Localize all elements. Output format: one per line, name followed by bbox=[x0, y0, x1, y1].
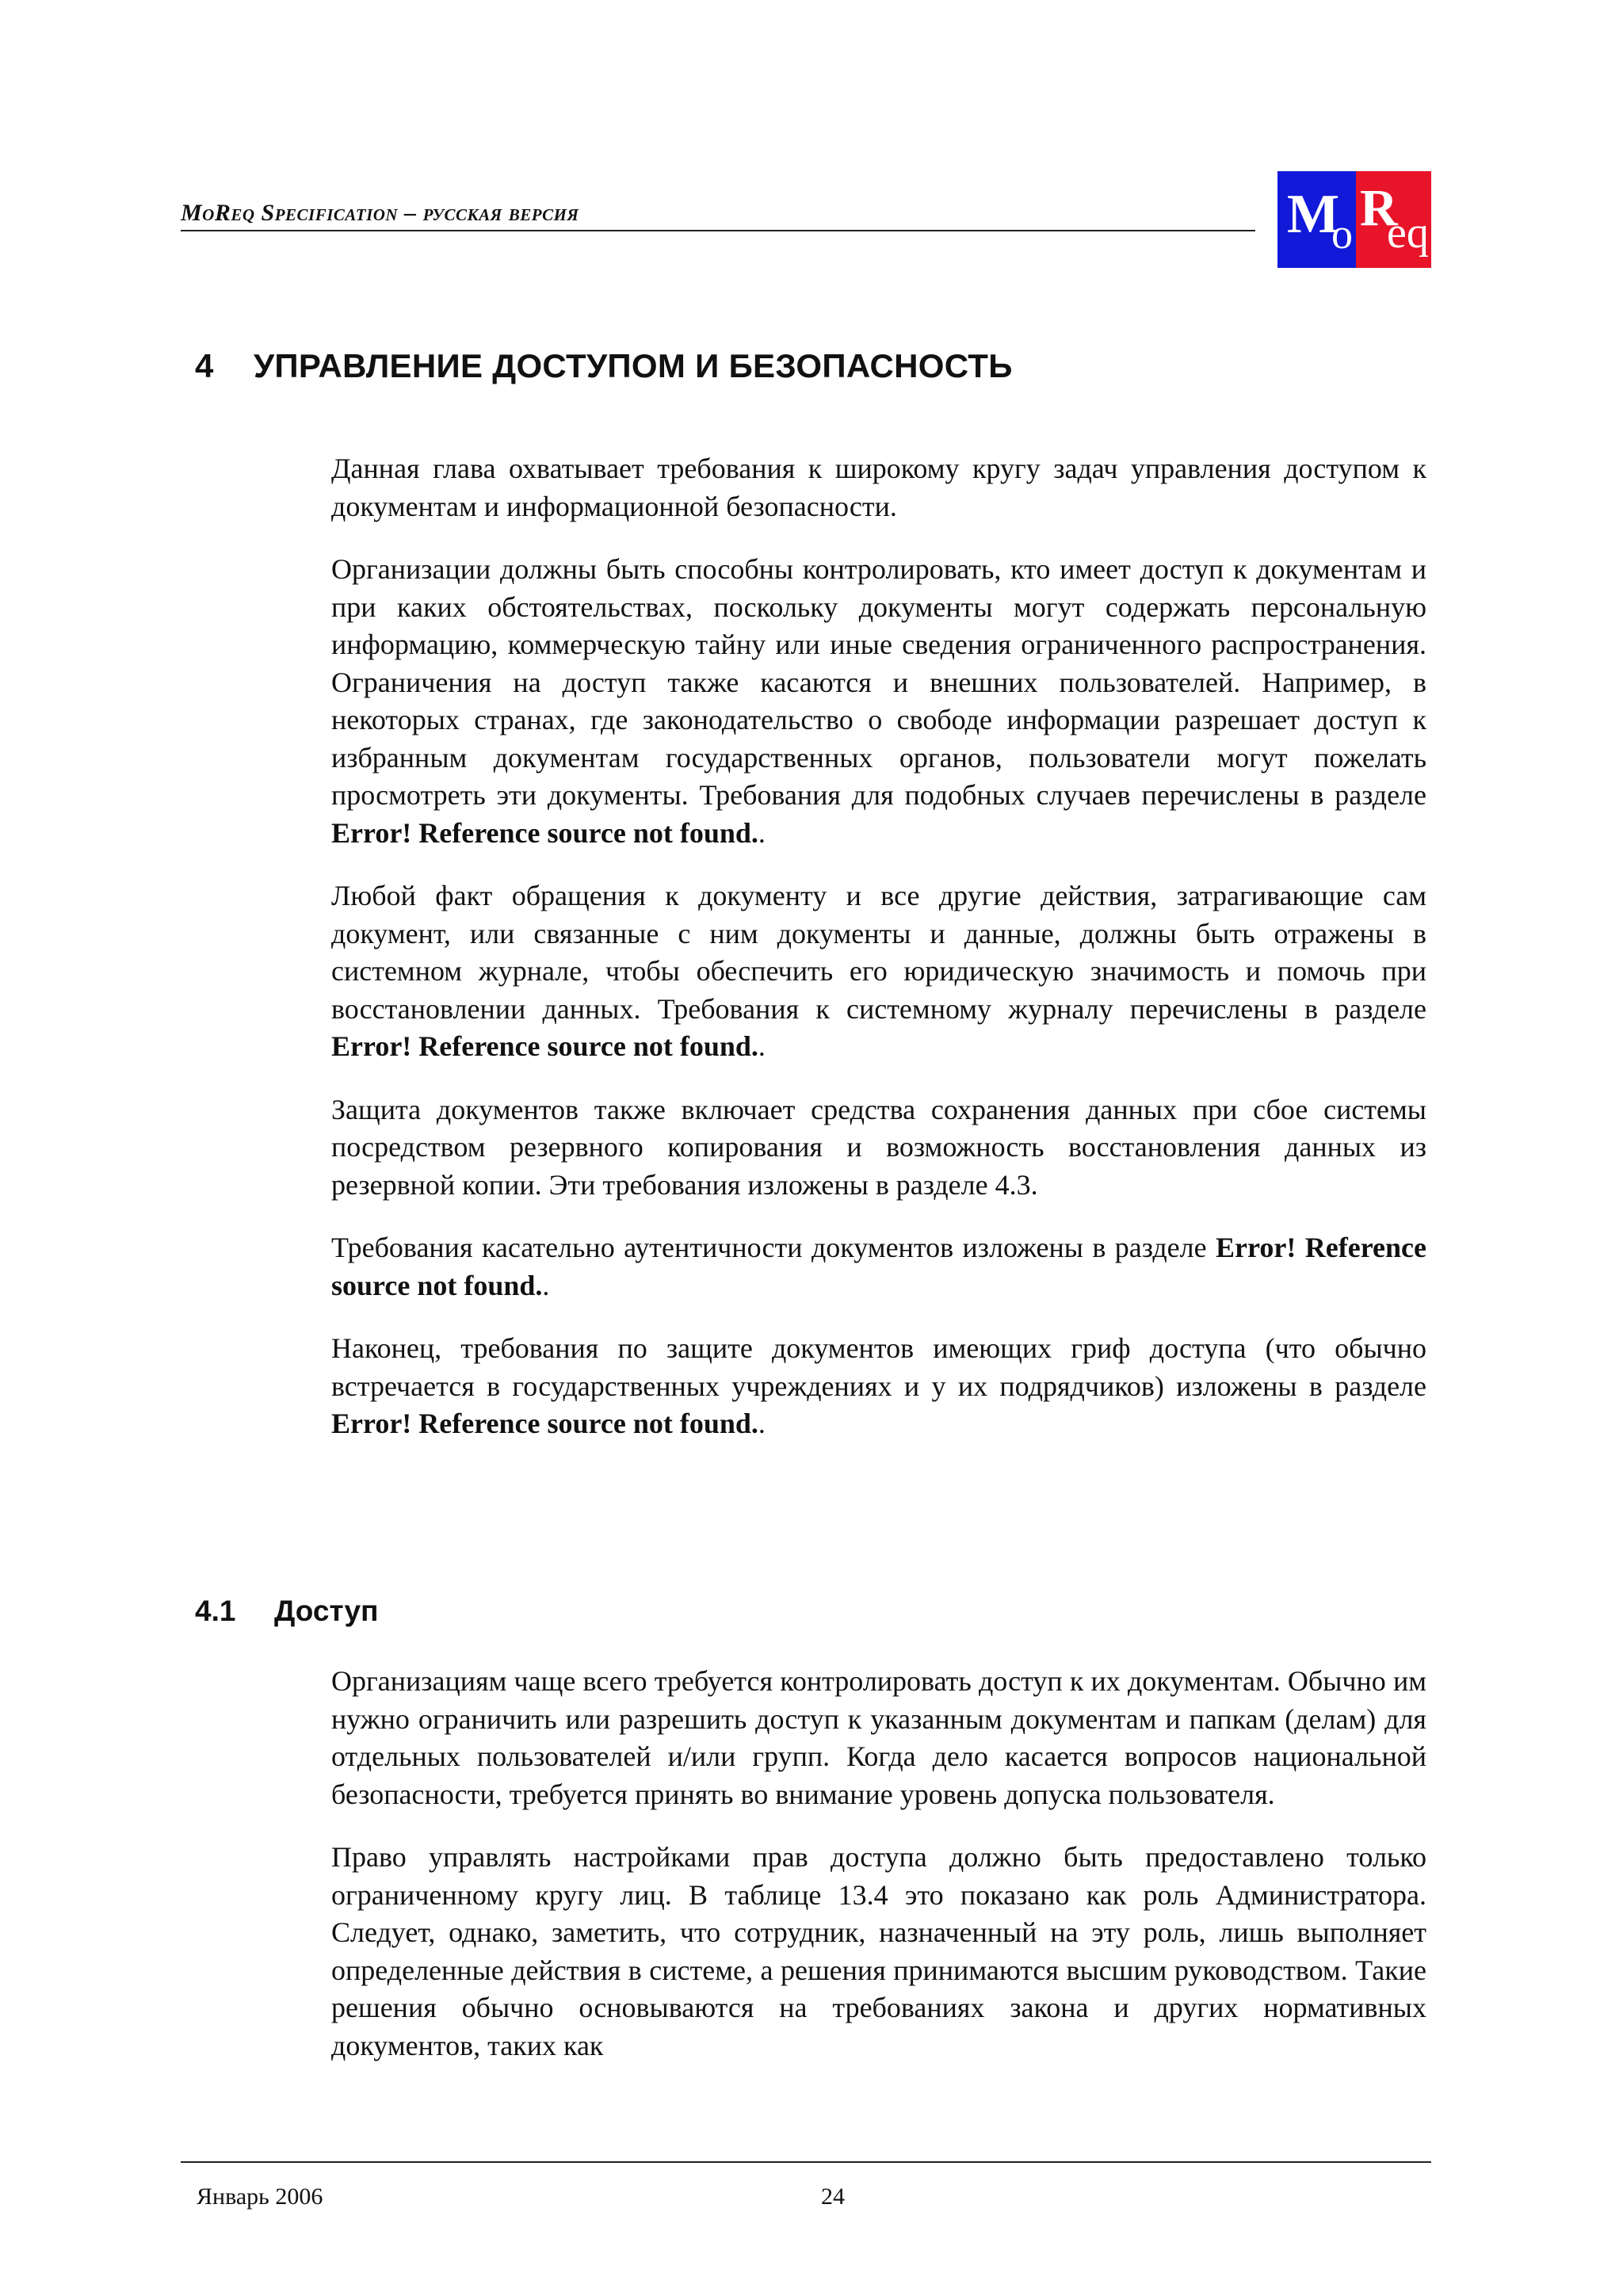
chapter-title: УПРАВЛЕНИЕ ДОСТУПОМ И БЕЗОПАСНОСТЬ bbox=[254, 347, 1013, 384]
logo-letter-m: M bbox=[1287, 184, 1340, 245]
paragraph: Требования касательно аутентичности документов изложены в разделе Error! Reference source not found.. bbox=[331, 1232, 1426, 1301]
paragraph: Наконец, требования по защите документов имеющих гриф доступа (что обычно встречается в государственных учреждениях и у их подрядчиков) изложены в разделе Error! Reference source not found.. bbox=[331, 1332, 1426, 1439]
page-footer bbox=[181, 2161, 1431, 2210]
paragraph: Защита документов также включает средства сохранения данных при сбое системы посредством резервного копирования и возможность восстановления данных из резервной копии. Эти требования изложены в разделе 4.3. bbox=[331, 1093, 1426, 1201]
chapter-heading bbox=[195, 347, 1013, 385]
paragraph: Организации должны быть способны контролировать, кто имеет доступ к документам и при каких обстоятельствах, поскольку документы могут содержать персональную информацию, коммерческую тайну или иные сведения ограниченного распространения. Ограничения на доступ также касаются и внешних пользователей. Например, в некоторых странах, где законодательство о свободе информации разрешает доступ к избранным документам государственных органов, пользователи могут пожелать просмотреть эти документы. Требования для подобных случаев перечислены в разделе Error! Reference source not found.. bbox=[331, 553, 1426, 849]
header-title: MoReq Specification – русская версия bbox=[181, 200, 579, 226]
logo-letter-r: R bbox=[1360, 179, 1398, 237]
paragraph: Данная глава охватывает требования к широкому кругу задач управления доступом к документам и информационной безопасности. bbox=[331, 453, 1426, 522]
paragraph: Любой факт обращения к документу и все другие действия, затрагивающие сам документ, или связанные с ним документы и данные, должны быть отражены в системном журнале, чтобы обеспечить его юридическую значимость и помочь при восстановлении данных. Требования к системному журналу перечислены в разделе Error! Reference source not found.. bbox=[331, 880, 1426, 1062]
reference-error: Error! Reference source not found. bbox=[331, 816, 758, 849]
paragraph: Организациям чаще всего требуется контролировать доступ к их документам. Обычно им нужно ограничить или разрешить доступ к указанным документам и папкам (делам) для отдельных пользователей и/или групп. Когда дело касается вопросов национальной безопасности, требуется принять во внимание уровень допуска пользователя. bbox=[331, 1665, 1426, 1810]
chapter-intro bbox=[331, 450, 1426, 1469]
logo-letter-o: o bbox=[1331, 210, 1353, 258]
page-header bbox=[181, 200, 1255, 231]
logo-letters-eq: eq bbox=[1387, 208, 1429, 258]
section-body bbox=[331, 1663, 1426, 2090]
logo-lettering bbox=[1277, 171, 1431, 268]
page-number: 24 bbox=[821, 2183, 845, 2210]
section-heading bbox=[195, 1595, 378, 1628]
chapter-number: 4 bbox=[195, 347, 214, 384]
reference-error: Error! Reference source not found. bbox=[331, 1408, 758, 1439]
reference-error: Error! Reference source not found. bbox=[331, 1030, 758, 1062]
section-number: 4.1 bbox=[195, 1595, 236, 1627]
moreq-logo bbox=[1277, 171, 1431, 268]
footer-date: Январь 2006 bbox=[197, 2183, 323, 2210]
reference-error: Error! Reference source not found. bbox=[331, 1232, 1426, 1301]
section-title: Доступ bbox=[274, 1595, 379, 1627]
paragraph: Право управлять настройками прав доступа должно быть предоставлено только ограниченному кругу лиц. В таблице 13.4 это показано как роль Администратора. Следует, однако, заметить, что сотрудник, назначенный на эту роль, лишь выполняет определенные действия в системе, а решения принимаются высшим руководством. Такие решения обычно основываются на требованиях закона и других нормативных документов, таких как bbox=[331, 1841, 1426, 2061]
